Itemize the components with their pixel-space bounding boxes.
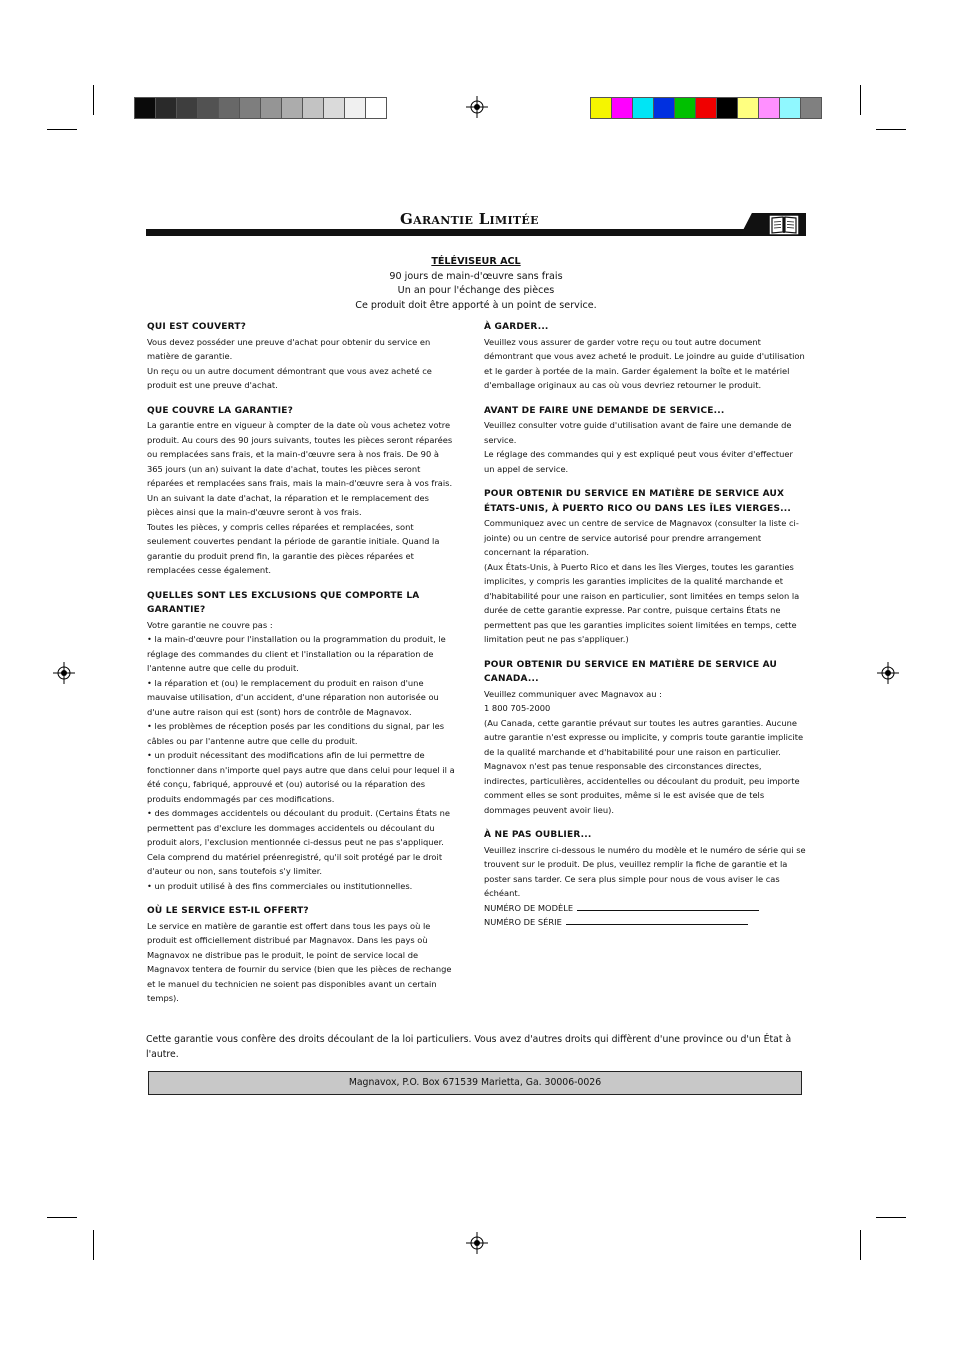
section-remember	[484, 828, 806, 930]
field-label: NUMÉRO DE SÉRIE	[484, 917, 562, 927]
exclusion-item: • des dommages accidentels ou découlant du produit. (Certains États ne permettent pas d'exclure les dommages accidentels ou découlant du produit alors, l'exclusion mentionnée ci-dessus peut ne pas s'appliquer. Cela comprend du matériel préenregistré, qu'il soit protégé par le droit d'auteur ou non, sans toutefois s'y limiter.	[147, 808, 450, 876]
section-paragraph: Communiquez avec un centre de service de Magnavox (consulter la liste ci-jointe) ou un centre de service autorisé pour prendre arrangement concernant la réparation.	[484, 518, 799, 557]
summary-line: 90 jours de main-d'œuvre sans frais	[389, 270, 563, 282]
registration-mark-icon	[466, 1232, 488, 1254]
section-service-canada	[484, 658, 806, 818]
color-swatch	[654, 98, 675, 118]
color-swatch	[675, 98, 696, 118]
summary-line: Ce produit doit être apporté à un point de service.	[355, 299, 597, 311]
section-what-is-covered	[147, 404, 457, 578]
color-swatch	[198, 98, 219, 118]
process-color-bar	[590, 97, 822, 119]
color-swatch	[135, 98, 156, 118]
section-paragraph: La garantie entre en vigueur à compter de la date où vous achetez votre produit. Au cours des 90 jours suivants, toutes les pièces seront réparées ou remplacées sans frais, et la main-d'œuvre sera à nos frais. De 90 à 365 jours (un an) suivant la date d'achat, toutes les pièces seront réparées et remplacées sans frais, mais la main-d'œuvre sera à vos frais. Un an suivant la date d'achat, la réparation et le remplacement des pièces ainsi que la main-d'œuvre seront à vos frais.	[147, 420, 453, 517]
section-paragraph: (Au Canada, cette garantie prévaut sur toutes les autres garanties. Aucune autre garantie n'est expresse ou implicite, y compris toute garantie implicite de la qualité marchande et d'habitabilité pour une raison en particulier.	[484, 717, 804, 757]
section-paragraph: (Aux États-Unis, à Puerto Rico et dans les îles Vierges, toutes les garanties implicites, y compris les garanties implicites de la qualité marchande et d'habitabilité pour une raison en particulier, sont limitées en temps selon la durée de cette garantie expresse. Par contre, puisque certains États ne permettent pas que les garanties implicites soient limitées en temps, cette limitation peut ne pas s'appliquer.)	[484, 561, 800, 644]
section-paragraph: Toutes les pièces, y compris celles réparées et remplacées, sont seulement couvertes pendant la période de garantie initiale. Quand la garantie du produit prend fin, la garantie des pièces réparées et remplacées cesse également.	[147, 521, 440, 575]
section-paragraph: Veuillez inscrire ci-dessous le numéro du modèle et le numéro de série qui se trouvent sur le produit. De plus, veuillez remplir la fiche de garantie et la poster sans tarder. Ce sera plus simple pour nous de vous aviser le cas échéant.	[484, 844, 806, 898]
serial-number-field	[484, 915, 806, 930]
section-paragraph: Votre garantie ne couvre pas :	[147, 619, 273, 630]
color-swatch	[324, 98, 345, 118]
color-swatch	[177, 98, 198, 118]
section-paragraph: Vous devez posséder une preuve d'achat pour obtenir du service en matière de garantie.	[147, 336, 431, 361]
exclusion-item: • la main-d'œuvre pour l'installation ou la programmation du produit, le réglage des commandes du client et l'installation ou la réparation de l'antenne autre que celle du produit.	[147, 634, 446, 673]
field-label: NUMÉRO DE MODÈLE	[484, 902, 574, 913]
registration-mark-icon	[53, 662, 75, 684]
book-icon	[768, 214, 800, 236]
section-paragraph: Le service en matière de garantie est offert dans tous les pays où le produit est officiellement distribué par Magnavox. Dans les pays où Magnavox ne distribue pas le produit, le point de service local de Magnavox tentera de fournir du service (bien que les pièces de rechange et le manuel du technicien ne soient pas disponibles avant un certain temps).	[147, 920, 452, 1003]
exclusion-item: • un produit nécessitant des modifications afin de lui permettre de fonctionner dans n'importe quel pays autre que dans celui pour lequel il a été conçu, fabriqué, approuvé et (ou) autorisé ou la réparation des produits endommagés par ces modifications.	[147, 750, 455, 804]
color-swatch	[261, 98, 282, 118]
blank-line	[566, 915, 748, 925]
section-service-usa	[484, 487, 806, 647]
color-swatch	[612, 98, 633, 118]
color-swatch	[801, 98, 821, 118]
product-name: TÉLÉVISEUR ACL	[431, 256, 521, 267]
section-heading: À NE PAS OUBLIER...	[484, 830, 592, 840]
section-paragraph: Le réglage des commandes qui y est expliqué peut vous éviter d'effectuer un appel de service.	[484, 449, 793, 474]
color-swatch	[696, 98, 717, 118]
section-paragraph: Veuillez consulter votre guide d'utilisation avant de faire une demande de service.	[484, 420, 792, 445]
left-column	[147, 320, 457, 1017]
color-swatch	[303, 98, 324, 118]
exclusion-item: • les problèmes de réception posés par les conditions du signal, par les câbles ou par l'antenne autre que celle du produit.	[147, 721, 445, 746]
color-swatch	[633, 98, 654, 118]
header-rule	[146, 229, 806, 236]
color-swatch	[345, 98, 366, 118]
color-swatch	[240, 98, 261, 118]
section-heading: QUI EST COUVERT?	[147, 322, 247, 332]
section-paragraph: Magnavox n'est pas tenue responsable des circonstances directes, indirectes, particulières, accidentelles ou découlant du produit, peu importe comment elles se sont produites, même si le est avisée que de tels dommages peuvent avoir lieu).	[484, 761, 800, 815]
color-swatch	[780, 98, 801, 118]
section-heading: OÙ LE SERVICE EST-IL OFFERT?	[147, 906, 309, 916]
address-box: Magnavox, P.O. Box 671539 Marietta, Ga. 30006-0026	[148, 1071, 802, 1095]
blank-line	[577, 901, 759, 911]
section-keep	[484, 320, 806, 393]
section-heading: AVANT DE FAIRE UNE DEMANDE DE SERVICE...	[484, 405, 725, 416]
right-column	[484, 320, 806, 941]
model-number-field	[484, 901, 806, 916]
exclusion-item: • un produit utilisé à des fins commerciales ou institutionnelles.	[147, 880, 413, 891]
section-paragraph: Veuillez communiquer avec Magnavox au :	[484, 688, 662, 699]
section-heading: POUR OBTENIR DU SERVICE EN MATIÈRE DE SERVICE AU CANADA...	[484, 659, 778, 684]
section-heading: QUELLES SONT LES EXCLUSIONS QUE COMPORTE LA GARANTIE?	[147, 590, 420, 615]
section-heading: POUR OBTENIR DU SERVICE EN MATIÈRE DE SERVICE AUX ÉTATS-UNIS, À PUERTO RICO OU DANS LES ÎLES VIERGES...	[484, 489, 791, 514]
color-swatch	[366, 98, 386, 118]
registration-mark-icon	[466, 96, 488, 118]
grayscale-color-bar	[134, 97, 387, 119]
section-heading: À GARDER...	[484, 322, 549, 332]
section-paragraph: Veuillez vous assurer de garder votre reçu ou tout autre document démontrant que vous avez acheté le produit. Le joindre au guide d'utilisation et le garder à portée de la main. Garder également la boîte et le matériel d'emballage originaux au cas où vous devriez retourner le produit.	[484, 336, 805, 390]
section-who-is-covered	[147, 320, 457, 393]
warranty-summary	[146, 255, 806, 313]
color-swatch	[282, 98, 303, 118]
section-where-service	[147, 904, 457, 1006]
color-swatch	[717, 98, 738, 118]
rights-notice: Cette garantie vous confère des droits découlant de la loi particuliers. Vous avez d'autres droits qui diffèrent d'une province ou d'un État à l'autre.	[146, 1034, 792, 1060]
summary-line: Un an pour l'échange des pièces	[397, 285, 555, 297]
section-before-service	[484, 404, 806, 477]
page-title: Garantie Limitée	[400, 210, 539, 228]
registration-mark-icon	[877, 662, 899, 684]
color-swatch	[156, 98, 177, 118]
color-swatch	[219, 98, 240, 118]
section-exclusions	[147, 589, 457, 894]
phone-number: 1 800 705-2000	[484, 703, 551, 713]
section-paragraph: Un reçu ou un autre document démontrant que vous avez acheté ce produit est une preuve d'achat.	[147, 365, 432, 390]
section-heading: QUE COUVRE LA GARANTIE?	[147, 405, 294, 416]
color-swatch	[759, 98, 780, 118]
exclusion-item: • la réparation et (ou) le remplacement du produit en raison d'une mauvaise utilisation, d'un accident, d'une réparation non autorisée ou d'une autre raison qui est (sont) hors de contrôle de Magnavox.	[147, 677, 439, 717]
color-swatch	[591, 98, 612, 118]
color-swatch	[738, 98, 759, 118]
